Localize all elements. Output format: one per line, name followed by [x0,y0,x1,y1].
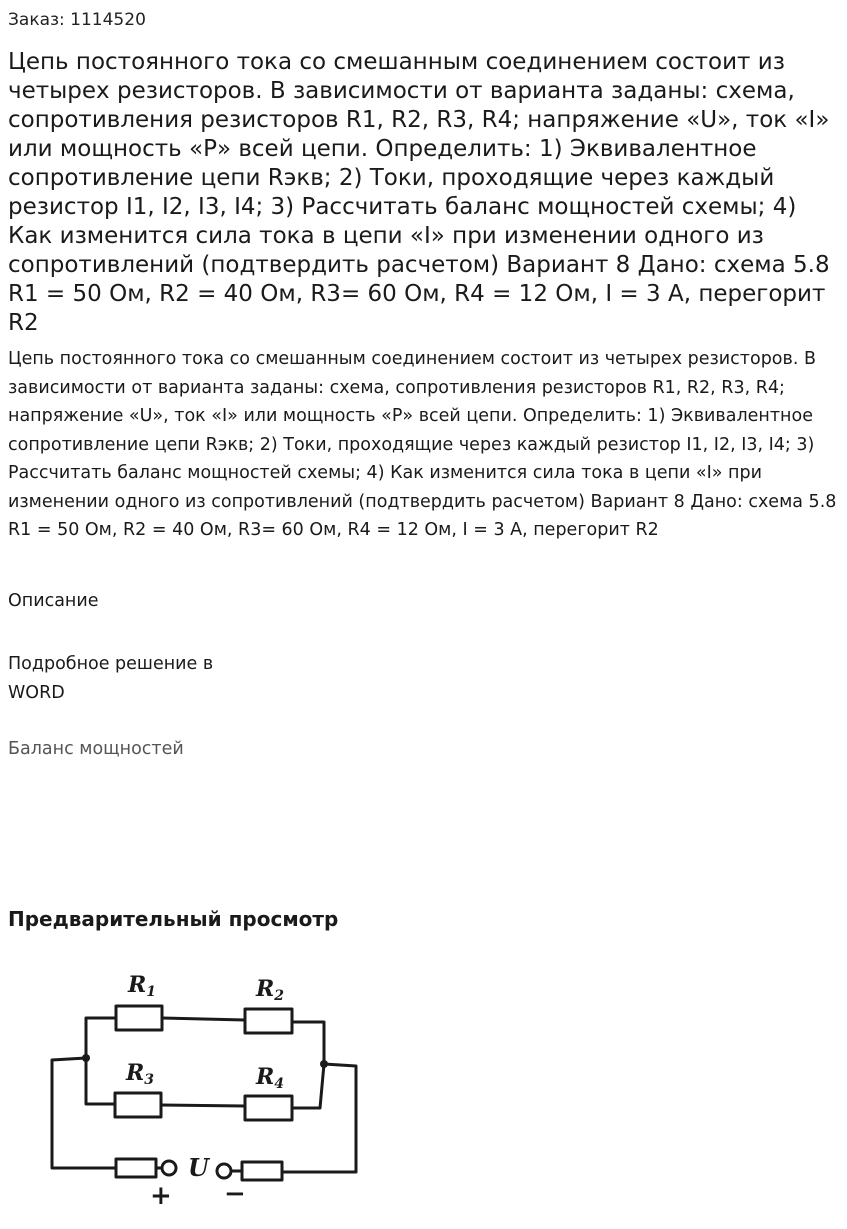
page-title: Цепь постоянного тока со смешанным соединением состоит из четырех резисторов. В зависимости от варианта заданы: схема, сопротивления резисторов R1, R2, R3, R4; напряжение «U», ток «I» или мощность «P» всей цепи. Определить: 1) Эквивалентное сопротивление цепи Rэкв; 2) Токи, проходящие через каждый резистор I1, I2, I3, I4; 3) Рассчитать баланс мощностей схемы; 4) Как изменится сила тока в цепи «I» при изменении одного из сопротивлений (подтвердить расчетом) Вариант 8 Дано: схема 5.8 R1 = 50 Ом, R2 = 40 Ом, R3= 60 Ом, R4 = 12 Ом, I = 3 А, перегорит R2 [8,49,830,336]
resistor-r3 [115,1093,161,1117]
svg-text:R3 [125,1060,154,1088]
label-r4: R [256,1064,275,1090]
power-balance-text: Баланс мощностей [8,739,184,759]
circuit-schematic [42,962,372,1212]
svg-text:R4 [255,1064,284,1092]
fuse-right [242,1162,282,1180]
label-plus: + [150,1181,172,1211]
label-source-u: U [188,1153,209,1182]
label-r1: R [128,972,147,998]
wire-r1-r2 [162,1018,245,1020]
wire-mid-branch-right [292,1064,324,1108]
resistor-r2 [245,1009,292,1033]
svg-text:R1 [127,972,156,1000]
label-r1-sub: 1 [146,984,157,1000]
resistor-r4 [245,1096,292,1120]
wire-top-branch-left [86,1018,116,1058]
wire-outer-right [283,1064,356,1172]
description-text: Цепь постоянного тока со смешанным соединением состоит из четырех резисторов. В зависимости от варианта заданы: схема, сопротивления резисторов R1, R2, R3, R4; напряжение «U», ток «I» или мощность «P» всей цепи. Определить: 1) Эквивалентное сопротивление цепи Rэкв; 2) Токи, проходящие через каждый резистор I1, I2, I3, I4; 3) Рассчитать баланс мощностей схемы; 4) Как изменится сила тока в цепи «I» при изменении одного из сопротивлений (подтвердить расчетом) Вариант 8 Дано: схема 5.8 R1 = 50 Ом, R2 = 40 Ом, R3= 60 Ом, R4 = 12 Ом, I = 3 А, перегорит R2 [8,349,837,540]
label-r4-sub: 4 [274,1076,285,1092]
wire-top-branch-right [292,1022,324,1064]
preview-heading: Предварительный просмотр [8,907,339,931]
solution-format-text: Подробное решение в WORD [8,654,214,703]
junction-left [82,1054,90,1062]
fuse-left [116,1159,156,1177]
label-r3: R [126,1060,145,1086]
wire-r3-r4 [161,1105,245,1106]
terminal-minus [217,1164,231,1178]
label-r3-sub: 3 [144,1072,155,1088]
wire-outer-left [52,1058,116,1168]
label-r2-sub: 2 [274,988,285,1004]
wire-mid-branch-left [86,1058,115,1104]
label-minus: − [224,1179,246,1209]
label-r2: R [256,976,275,1002]
description-label: Описание [8,591,99,611]
terminal-plus [162,1161,176,1175]
order-number: Заказ: 1114520 [8,10,146,30]
resistor-r1 [116,1006,162,1030]
circuit-diagram [42,962,372,1212]
junction-right [320,1060,328,1068]
svg-text:R2 [255,976,284,1004]
